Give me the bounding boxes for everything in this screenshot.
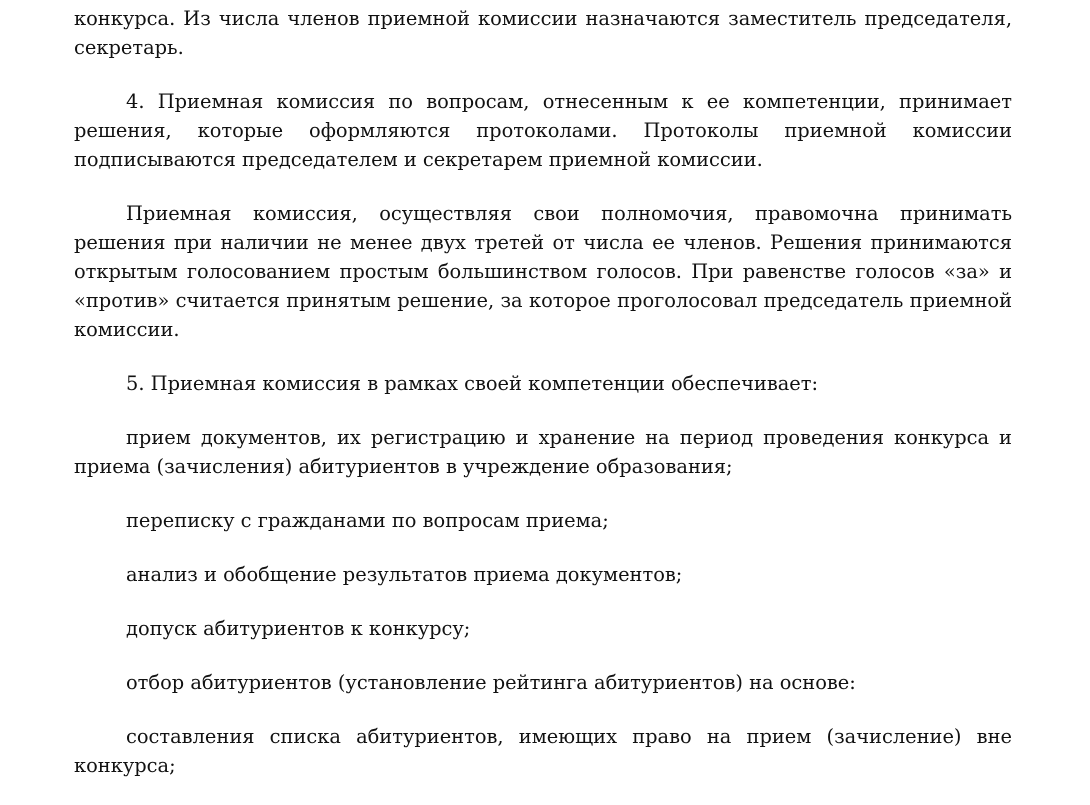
document-page xyxy=(74,4,1012,805)
list-item-analysis: анализ и обобщение результатов приема документов; xyxy=(126,563,683,586)
paragraph-item-4: 4. Приемная комиссия по вопросам, отнесенным к ее компетенции, принимает решения, которые оформляются протоколами. Протоколы приемной комиссии подписываются председателем и секретарем приемной комиссии. xyxy=(74,90,1012,171)
paragraph-continuation: конкурса. Из числа членов приемной комиссии назначаются заместитель председателя, секретарь. xyxy=(74,7,1012,59)
list-item-selection: отбор абитуриентов (установление рейтинга абитуриентов) на основе: xyxy=(126,671,856,694)
list-item-correspondence: переписку с гражданами по вопросам приема; xyxy=(126,509,609,532)
paragraph-quorum: Приемная комиссия, осуществляя свои полномочия, правомочна принимать решения при наличии не менее двух третей от числа ее членов. Решения принимаются открытым голосованием простым большинством голосов. При равенстве голосов «за» и «против» считается принятым решение, за которое проголосовал председатель приемной комиссии. xyxy=(74,202,1012,341)
paragraph-item-5: 5. Приемная комиссия в рамках своей компетенции обеспечивает: xyxy=(126,372,819,395)
list-item-admission: допуск абитуриентов к конкурсу; xyxy=(126,617,471,640)
list-item-documents: прием документов, их регистрацию и хранение на период проведения конкурса и приема (зачисления) абитуриентов в учреждение образования; xyxy=(74,426,1012,478)
list-item-out-of-competition: составления списка абитуриентов, имеющих право на прием (зачисление) вне конкурса; xyxy=(74,725,1012,777)
